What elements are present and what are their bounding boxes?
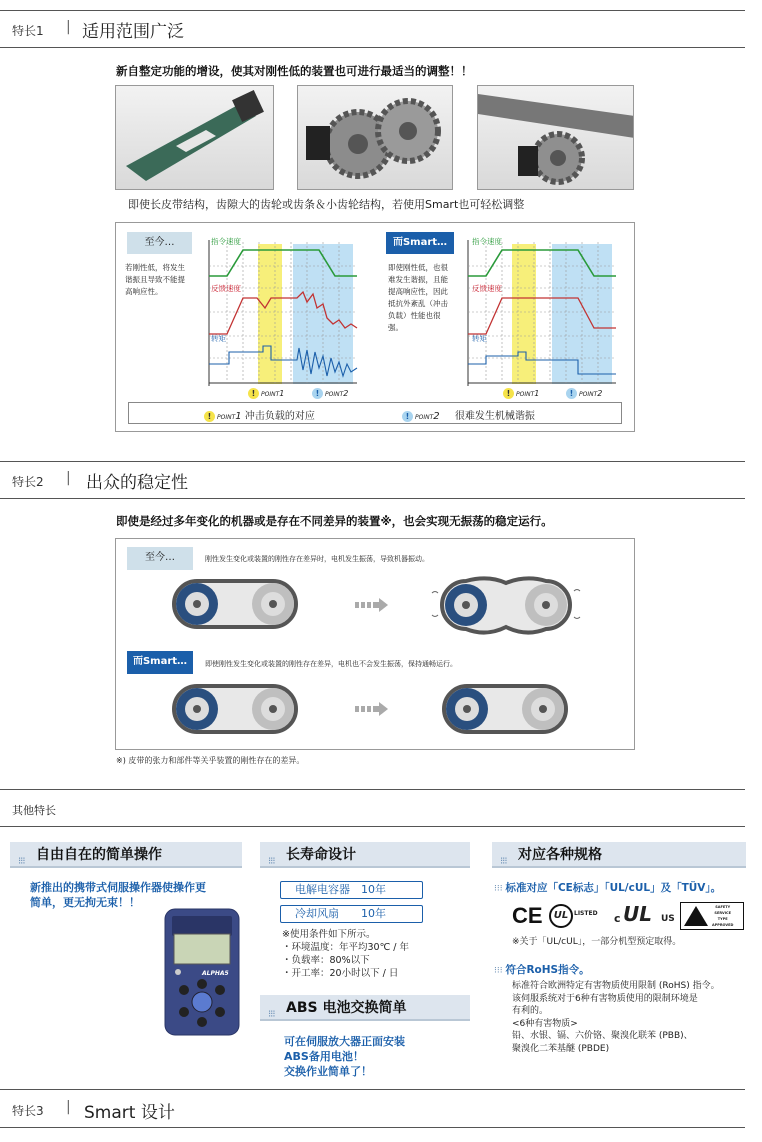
feature1-label: 特长1	[12, 24, 44, 38]
dots-icon: ⁝⁝⁝	[494, 884, 506, 894]
before-tag: 至今…	[127, 547, 193, 570]
belt-after-left	[160, 680, 310, 740]
after-point1: ! POINT1	[503, 388, 539, 399]
before-graph	[207, 236, 359, 388]
feature1-lead: 新自整定功能的增设，使其对刚性低的装置也可进行最适当的调整！！	[116, 64, 473, 78]
rack-photo	[477, 85, 634, 190]
after-text: 即使刚性发生变化或装置的刚性存在差异，电机也不会发生振荡，保持通畅运行。	[205, 660, 457, 668]
point1-highlight	[258, 244, 282, 384]
section-head-operation: ⁝⁝⁝ 自由自在的简单操作	[10, 842, 242, 868]
belt-illustration	[116, 86, 274, 190]
operation-text: 新推出的携带式伺服操作器使操作更 简单，更无拘无束！！	[30, 881, 206, 909]
dots-icon: ⁝⁝⁝	[494, 966, 506, 976]
after-point2: ! POINT2	[566, 388, 602, 399]
alert-icon: !	[566, 388, 577, 399]
section-head-longlife: ⁝⁝⁝ 长寿命设计	[260, 842, 470, 868]
alert-icon: !	[248, 388, 259, 399]
feature2-label: 特长2	[12, 475, 44, 489]
feature3-title: Smart 设计	[84, 1103, 175, 1123]
divider	[0, 1127, 745, 1128]
dots-icon: ⁝⁝⁝	[268, 856, 275, 867]
section-head-battery: ⁝⁝⁝ ABS 电池交换简单	[260, 995, 470, 1021]
arrow-icon	[355, 702, 389, 716]
feature3-sep: |	[66, 1099, 71, 1115]
feature2-lead: 即使是经过多年变化的机器或是存在不同差异的装置※，也会实现无振荡的稳定运行。	[116, 514, 553, 528]
feature1-title: 适用范围广泛	[82, 22, 184, 42]
feature2-title: 出众的稳定性	[86, 473, 188, 493]
alert-icon: !	[402, 411, 413, 422]
legend-point1: ! POINT1 冲击负载的对应	[204, 407, 315, 422]
cul-logo-ul: UL	[623, 902, 652, 926]
after-label-speed-cmd: 指令速度	[472, 237, 502, 246]
before-point1: ! POINT1	[248, 388, 284, 399]
belt-before-right	[428, 575, 584, 637]
divider	[0, 461, 745, 462]
dots-icon: ⁝⁝⁝	[18, 856, 25, 867]
after-label-torque: 转矩	[472, 334, 487, 343]
rack-illustration	[478, 86, 634, 190]
longlife-item-capacitor: 电解电容器 10年	[280, 881, 423, 899]
cul-logo-c: c	[614, 912, 621, 925]
after-text: 即使刚性低，也很 难发生谐振，且能 提高响应性，因此 抵抗外紊乱（冲击 负载）性能也很 强。	[388, 263, 448, 332]
rohs-text: 标准符合欧洲特定有害物质使用限制 (RoHS) 指令。 该伺服系统对于6种有害物质使用的限制环境是 有利的。 <6种有害物质> 铅、水银、镉、六价铬、聚溴化联苯 (PBB)、 聚溴化二苯基醚 (PBDE)	[512, 981, 720, 1054]
device-brand: ALPHA5	[202, 970, 229, 977]
divider	[0, 47, 745, 48]
legend-point2: ! POINT2 很难发生机械谐振	[402, 407, 535, 422]
before-text: 刚性发生变化或装置的刚性存在差异时，电机发生振荡，导致机器振动。	[205, 555, 429, 563]
before-label-speed-fb: 反馈速度	[211, 284, 241, 293]
after-tag: 而Smart…	[386, 232, 454, 254]
before-label-torque: 转矩	[211, 334, 226, 343]
divider	[0, 789, 745, 790]
arrow-icon	[355, 598, 389, 612]
longlife-notes: ※使用条件如下所示。 ・环境温度：年平均30℃ / 年 ・负载率：80%以下 ・开工率：20小时以下 / 日	[282, 929, 409, 979]
battery-text: 可在伺服放大器正面安装 ABS备用电池！ 交换作业简单了！	[284, 1035, 405, 1078]
cul-logo-us: US	[661, 914, 675, 924]
belt-photo	[115, 85, 274, 190]
feature1-sep: |	[66, 19, 71, 35]
belt-before-left	[160, 575, 310, 635]
divider	[0, 10, 745, 11]
divider	[0, 826, 745, 827]
gear-illustration	[298, 86, 453, 190]
feature1-caption: 即使长皮带结构，齿隙大的齿轮或齿条＆小齿轮结构，若使用Smart也可轻松调整	[128, 198, 525, 211]
tuv-logo-text: SAFETY SERVICE TYPE APPROVED	[712, 905, 734, 927]
before-text: 若刚性低，将发生 谐振且导致不能提 高响应性。	[125, 263, 185, 296]
divider	[0, 498, 745, 499]
longlife-item-fan: 冷却风扇 10年	[280, 905, 423, 923]
alert-icon: !	[204, 411, 215, 422]
standards-title: ⁝⁝⁝ 标准对应「CE标志」「UL/cUL」及「TÜV」。	[494, 882, 722, 894]
rohs-title: ⁝⁝⁝ 符合RoHS指令。	[494, 964, 590, 976]
before-tag: 至今…	[127, 232, 192, 254]
section-head-standards: ⁝⁝⁝ 对应各种规格	[492, 842, 746, 868]
after-graph	[466, 236, 618, 388]
feature2-footnote: ※) 皮带的张力和部件等关乎装置的刚性存在的差异。	[116, 756, 305, 765]
dots-icon: ⁝⁝⁝	[268, 1009, 275, 1020]
ce-logo: CE	[512, 903, 543, 928]
belt-after-right	[430, 680, 580, 740]
dots-icon: ⁝⁝⁝	[500, 856, 507, 867]
ul-logo: UL	[549, 904, 573, 928]
legend-box	[128, 402, 622, 424]
ul-logo-text: LISTED	[574, 910, 598, 917]
before-label-speed-cmd: 指令速度	[211, 237, 241, 246]
alert-icon: !	[503, 388, 514, 399]
after-tag: 而Smart…	[127, 651, 193, 674]
point1-highlight	[512, 244, 536, 384]
after-label-speed-fb: 反馈速度	[472, 284, 502, 293]
other-title: 其他特长	[12, 804, 56, 817]
divider	[0, 1089, 745, 1090]
feature2-sep: |	[66, 470, 71, 486]
feature3-label: 特长3	[12, 1104, 44, 1118]
gear-photo	[297, 85, 453, 190]
before-point2: ! POINT2	[312, 388, 348, 399]
alert-icon: !	[312, 388, 323, 399]
standards-note: ※关于「UL/cUL」，一部分机型预定取得。	[512, 937, 682, 947]
